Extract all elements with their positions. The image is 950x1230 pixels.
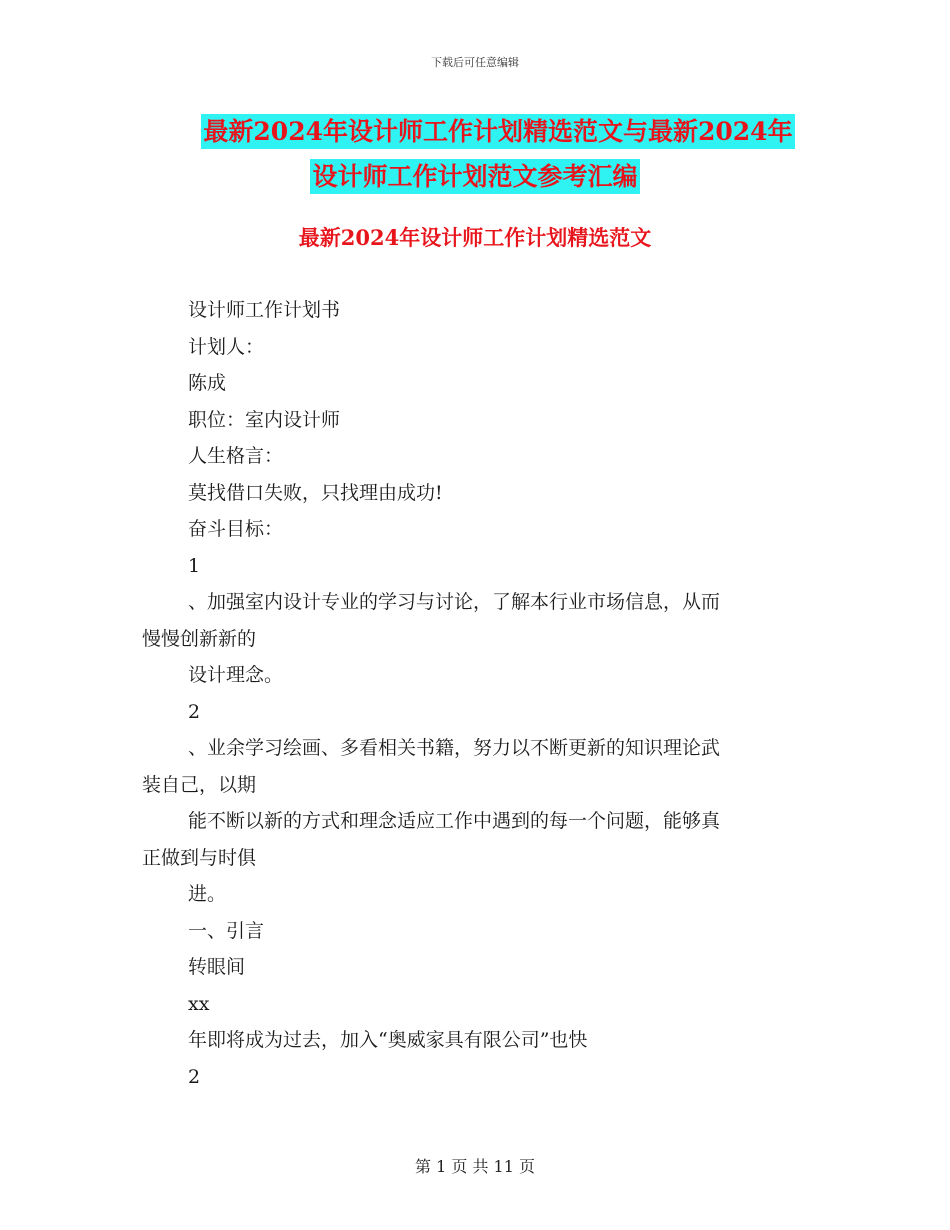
- document-body: [142, 292, 802, 1095]
- paragraph: 计划人：: [188, 335, 265, 358]
- paragraph: 1: [188, 554, 201, 577]
- document-title-line-1: [0, 112, 950, 148]
- paragraph-continuation: 装自己，以期: [142, 773, 257, 796]
- paragraph-continuation: 慢慢创新新的: [142, 627, 257, 650]
- paragraph: 2: [188, 700, 201, 723]
- paragraph: 奋斗目标：: [188, 518, 284, 540]
- page-header-note: 下载后可任意编辑: [431, 56, 519, 69]
- paragraph: 人生格言：: [188, 445, 284, 467]
- section-title: 最新2024年设计师工作计划精选范文: [298, 225, 652, 250]
- paragraph: 职位：室内设计师: [188, 408, 341, 431]
- title-highlight-2: 设计师工作计划范文参考汇编: [310, 159, 639, 194]
- document-title-line-2: [0, 157, 950, 193]
- paragraph: 一、引言: [188, 919, 265, 942]
- paragraph: 设计师工作计划书: [188, 299, 341, 321]
- paragraph: 、加强室内设计专业的学习与讨论，了解本行业市场信息，从而: [188, 591, 721, 613]
- paragraph: 设计理念。: [188, 664, 284, 686]
- paragraph: 进。: [188, 883, 227, 905]
- paragraph: xx: [188, 992, 210, 1015]
- paragraph: 2: [188, 1065, 201, 1088]
- paragraph: 年即将成为过去，加入“奥威家具有限公司”也快: [188, 1029, 588, 1051]
- paragraph-continuation: 正做到与时俱: [142, 846, 257, 869]
- paragraph: 、业余学习绘画、多看相关书籍，努力以不断更新的知识理论武: [188, 737, 721, 759]
- page-footer: 第 1 页 共 11 页: [415, 1157, 535, 1176]
- paragraph: 转眼间: [188, 956, 246, 978]
- title-highlight-1: 最新2024年设计师工作计划精选范文与最新2024年: [201, 114, 794, 149]
- paragraph: 陈成: [188, 372, 227, 394]
- paragraph: 莫找借口失败，只找理由成功!: [188, 481, 443, 504]
- paragraph: 能不断以新的方式和理念适应工作中遇到的每一个问题，能够真: [188, 810, 721, 832]
